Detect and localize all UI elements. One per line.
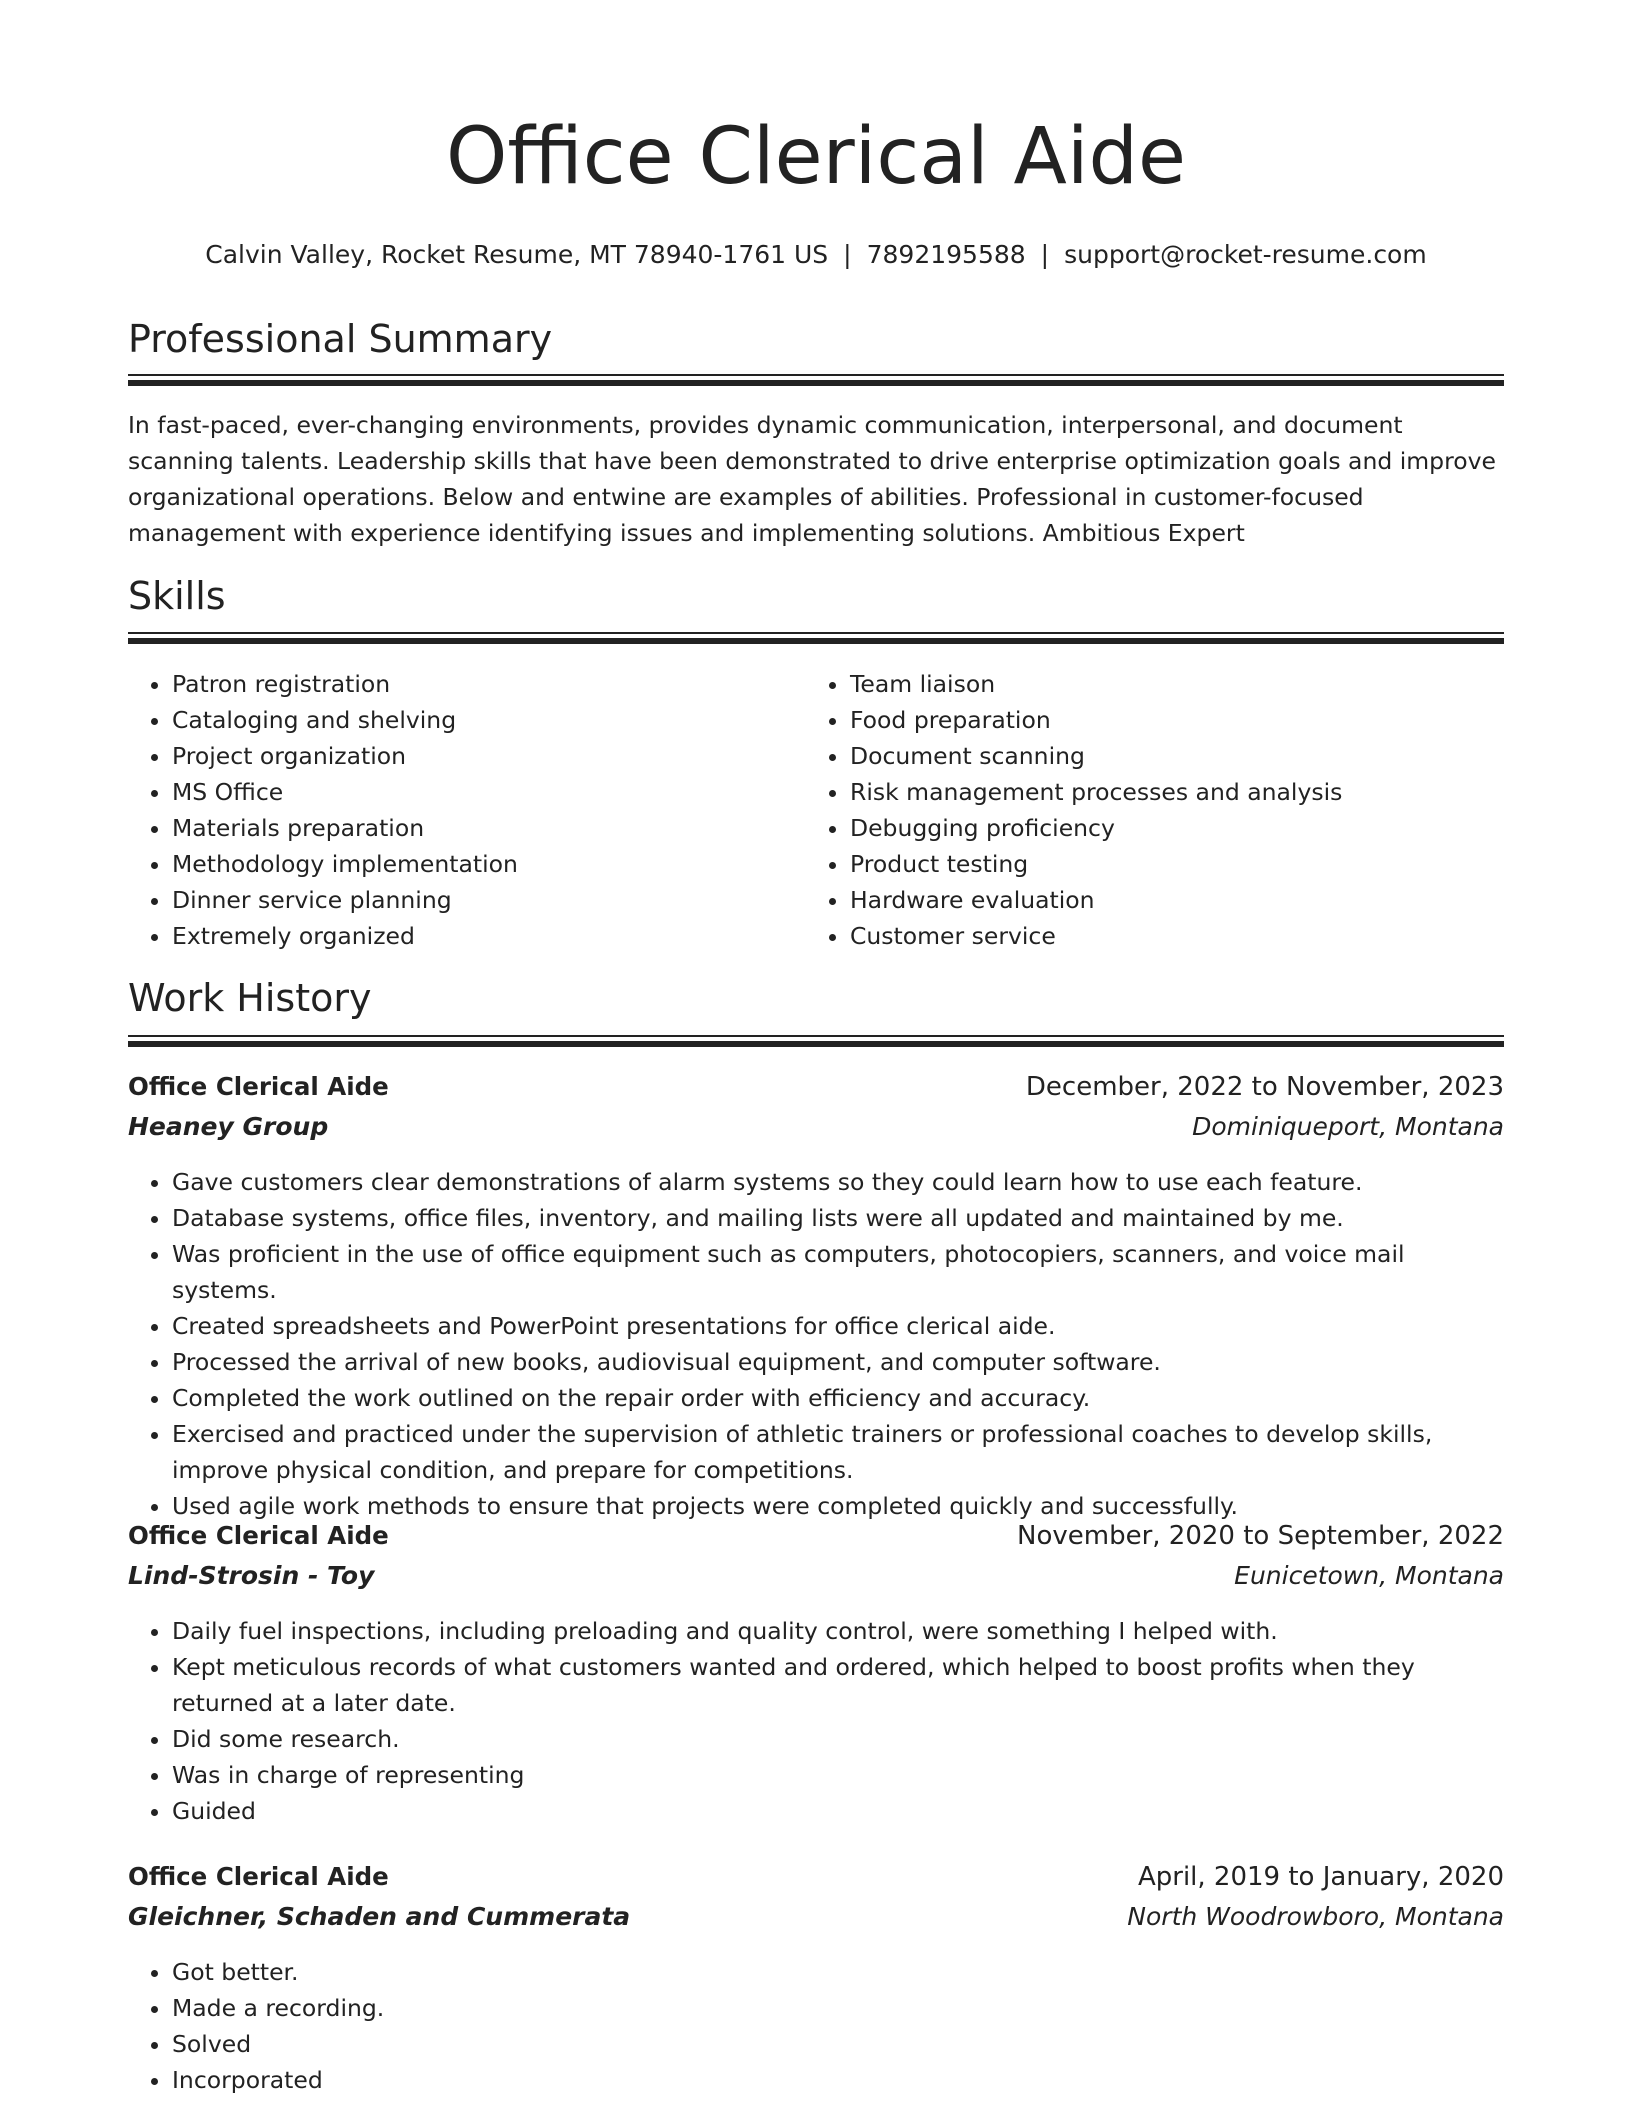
job-title: Office Clerical Aide bbox=[128, 1521, 389, 1550]
job-dates: November, 2020 to September, 2022 bbox=[1017, 1521, 1504, 1551]
job-bullet: • Created spreadsheets and PowerPoint presentations for office clerical aide. bbox=[172, 1308, 1504, 1344]
job-entry bbox=[128, 1521, 1504, 1829]
skill-item: • MS Office bbox=[172, 774, 812, 810]
job-header-row bbox=[128, 1521, 1504, 1561]
job-bullet: • Daily fuel inspections, including preloading and quality control, were something I helped with. bbox=[172, 1613, 1504, 1649]
summary-heading: Professional Summary bbox=[128, 317, 553, 361]
job-bullet: • Gave customers clear demonstrations of alarm systems so they could learn how to use each feature. bbox=[172, 1164, 1504, 1200]
skill-item: • Dinner service planning bbox=[172, 882, 812, 918]
job-title: Office Clerical Aide bbox=[128, 1072, 389, 1101]
contact-line bbox=[128, 240, 1504, 269]
skill-item: • Team liaison bbox=[850, 666, 1550, 702]
candidate-name: Office Clerical Aide bbox=[445, 112, 1186, 202]
job-header-row bbox=[128, 1862, 1504, 1902]
job-bullet: • Kept meticulous records of what customers wanted and ordered, which helped to boost profits when they returned at a later date. bbox=[172, 1649, 1504, 1721]
job-bullets bbox=[128, 1164, 1504, 1524]
work-history-heading: Work History bbox=[128, 976, 372, 1020]
job-bullet: • Completed the work outlined on the repair order with efficiency and accuracy. bbox=[172, 1380, 1504, 1416]
skill-item: • Patron registration bbox=[172, 666, 812, 702]
skill-item: • Debugging proficiency bbox=[850, 810, 1550, 846]
skills-list-left bbox=[128, 666, 812, 954]
job-bullet: • Incorporated bbox=[172, 2062, 1504, 2098]
job-bullet: • Solved bbox=[172, 2026, 1504, 2062]
job-dates: December, 2022 to November, 2023 bbox=[1025, 1072, 1504, 1102]
contact-email: support@rocket-resume.com bbox=[1064, 240, 1427, 269]
summary-text: In fast-paced, ever-changing environments, provides dynamic communication, interpersonal, and document scanning talents. Leadership skills that have been demonstrated to drive enterprise optimization goals and improve organizational operations. Below and entwine are examples of abilities. Professional in customer-focused management with experience identifying issues and implementing solutions. Ambitious Expert bbox=[128, 411, 1496, 547]
job-entry bbox=[128, 1862, 1504, 2098]
job-entry bbox=[128, 1072, 1504, 1524]
contact-separator: | bbox=[843, 240, 852, 269]
work-history-divider bbox=[128, 1035, 1504, 1047]
skills-list-right bbox=[806, 666, 1550, 954]
job-company-row bbox=[128, 1902, 1504, 1942]
skill-item: • Customer service bbox=[850, 918, 1550, 954]
job-bullet: • Did some research. bbox=[172, 1721, 1504, 1757]
job-bullet: • Database systems, office files, inventory, and mailing lists were all updated and maintained by me. bbox=[172, 1200, 1504, 1236]
job-bullet: • Guided bbox=[172, 1793, 1504, 1829]
job-bullets bbox=[128, 1613, 1504, 1829]
job-company-row bbox=[128, 1112, 1504, 1152]
job-bullet: • Made a recording. bbox=[172, 1990, 1504, 2026]
job-company: Gleichner, Schaden and Cummerata bbox=[128, 1902, 631, 1931]
job-bullet: • Got better. bbox=[172, 1954, 1504, 1990]
job-company: Heaney Group bbox=[128, 1112, 329, 1141]
contact-phone: 7892195588 bbox=[866, 240, 1026, 269]
job-bullets bbox=[128, 1954, 1504, 2098]
skill-item: • Methodology implementation bbox=[172, 846, 812, 882]
job-bullet: • Was proficient in the use of office equipment such as computers, photocopiers, scanners, and voice mail systems. bbox=[172, 1236, 1504, 1308]
job-header-row bbox=[128, 1072, 1504, 1112]
job-title: Office Clerical Aide bbox=[128, 1862, 389, 1891]
job-dates: April, 2019 to January, 2020 bbox=[1137, 1862, 1504, 1892]
job-bullet: • Was in charge of representing bbox=[172, 1757, 1504, 1793]
skill-item: • Risk management processes and analysis bbox=[850, 774, 1550, 810]
skill-item: • Cataloging and shelving bbox=[172, 702, 812, 738]
job-location: Dominiqueport, Montana bbox=[1192, 1112, 1504, 1141]
skill-item: • Project organization bbox=[172, 738, 812, 774]
job-company-row bbox=[128, 1561, 1504, 1601]
job-location: North Woodrowboro, Montana bbox=[1127, 1902, 1504, 1931]
job-bullet: • Processed the arrival of new books, audiovisual equipment, and computer software. bbox=[172, 1344, 1504, 1380]
skill-item: • Hardware evaluation bbox=[850, 882, 1550, 918]
contact-separator: | bbox=[1040, 240, 1050, 269]
skills-heading: Skills bbox=[128, 574, 226, 618]
contact-address: Calvin Valley, Rocket Resume, MT 78940-1761 US bbox=[205, 240, 829, 269]
job-location: Eunicetown, Montana bbox=[1234, 1561, 1504, 1590]
skill-item: • Food preparation bbox=[850, 702, 1550, 738]
job-bullet: • Used agile work methods to ensure that projects were completed quickly and successfully. bbox=[172, 1488, 1504, 1524]
skill-item: • Materials preparation bbox=[172, 810, 812, 846]
skill-item: • Product testing bbox=[850, 846, 1550, 882]
skill-item: • Extremely organized bbox=[172, 918, 812, 954]
skill-item: • Document scanning bbox=[850, 738, 1550, 774]
skills-divider bbox=[128, 632, 1504, 644]
job-bullet: • Exercised and practiced under the supervision of athletic trainers or professional coaches to develop skills, improve physical condition, and prepare for competitions. bbox=[172, 1416, 1504, 1488]
summary-divider bbox=[128, 374, 1504, 386]
job-company: Lind-Strosin - Toy bbox=[128, 1561, 375, 1590]
